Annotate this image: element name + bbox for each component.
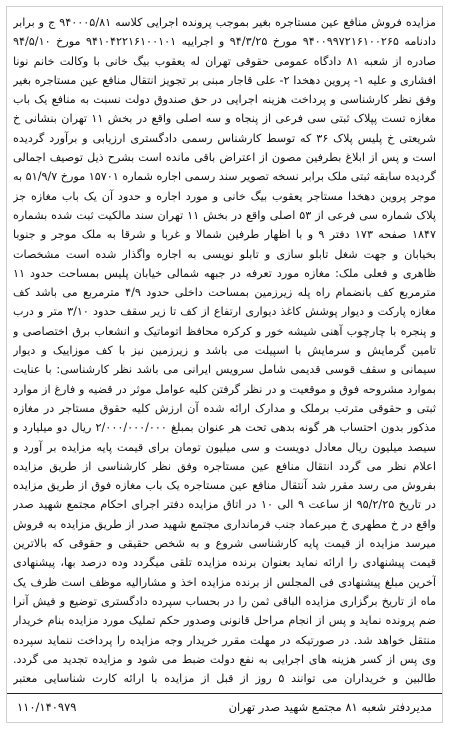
- issuing-office: مدیردفتر شعبه ۸۱ مجتمع شهید صدر تهران: [228, 700, 432, 714]
- notice-body: مزایده فروش منافع عین مستاجره بغیر بموجب پرونده اجرایی کلاسه ۹۴۰۰۰۵/۸۱ ج و برابر دادنامه ۹۴۰۰۹۹۷۲۱۶۱۰۰۲۶۵ مورخ ۹۴/۳/۲۵ و اجراییه ۹۴۱۰۴۲۲۱۶۱۰۰۱۰۱ مورخ ۹۴/۵/۱۰ صادره از شعبه ۸۱ دادگاه عمومی حقوقی تهران له یعقوب بیگ خانی با وکالت خانم نونا افشاری و علیه ۱- پروین دهخدا ۲- علی قاجار مبنی بر تجویز انتقال منافع عین مستاجره بغیر وفق نظر کارشناسی و پرداخت هزینه اجرایی در حق صندوق دولت نسبت به منافع یک باب مغازه تست پپلاک ثبتی سی فرعی از پنجاه و سه اصلی واقع در بخش ۱۱ تهران بنشانی خ شریعتی خ پلیس پلاک ۳۶ که توسط کارشناس رسمی دادگستری ارزیابی و برآورد گردیده است و پس از ابلاغ بطرفین مصون از اعتراض باقی مانده است بشرح ذیل توصیف اجمالی گردیده سابقه ثبتی ملک برابر نسخه تصویر سند رسمی اجاره شماره ۱۵۷۰۱ مورخ ۵۱/۹/۷ به موجر پروین دهخدا مستاجر یعقوب بیگ خانی و مورد اجاره و حدود آن یک باب مغازه جز پلاک شماره سی فرعی از ۵۳ اصلی واقع در بخش ۱۱ تهران سند مالکیت ثبت شده بشماره ۱۸۴۷ صفحه ۱۷۳ دفتر ۹ و با اظهار طرفین شمالا و غربا و شرقا به ملک موجر و جنوبا بخیابان و جهت شغل تابلو سازی و تابلو نویسی به اجاره واگذار شده است مشخصات ظاهری و فعلی ملک: مغازه مورد تعرفه در جبهه شمالی خیابان پلیس بمساحت حدود ۱۱ مترمربع کف بانضمام راه پله زیرزمین بمساحت داخلی حدود ۴/۹ مترمربع می باشد کف مغازه پارکت و دیوار پوشش کاغذ دیواری ارتفاع از کف تا زیر سقف حدود ۳/۱۰ متر و درب و پنجره با چارچوب آهنی شیشه خور و کرکره محافظ اتوماتیک و انشعاب برق اختصاصی و تامین گرمایش و سرمایش با اسپیلت می باشد و زیرزمین نیز با کف موزاییک و دیوار سیمانی و سقف قوسی قدیمی شامل سرویس ایرانی می باشد نظر کارشناسی: با عنایت بموارد مشروحه فوق و موقعیت و در نظر گرفتن کلیه عوامل موثر در قضیه و فارغ از موارد ثبتی و حقوقی مترتب برملک و مدارک ارائه شده آن ارزش کلیه حقوق مستاجر در مغازه مذکور بدون احتساب هر گونه بدهی تحت هر عنوان بمبلغ ۲/۰۰۰/۰۰۰/۰۰۰ ریال دو میلیارد و سیصد میلیون ریال معادل دویست و سی میلیون تومان برای قیمت پایه مزایده بر آورد و اعلام نظر می گردد انتقال منافع عین مستاجره وفق نظر کارشناسی از طریق مزایده بفروش می رسد مقرر شد آنتقال منافع عین مستاجره یک باب مغازه فوق از طریق مزایده در تاریخ ۹۵/۲/۲۵ از ساعت ۹ الی ۱۰ در اتاق مزایده دفتر اجرای احکام مجتمع شهید صدر واقع در خ مطهری خ میرعماد جنب فرمانداری مجتمع شهید صدر از طریق مزایده به فروش میرسد مزایده از قیمت پایه کارشناسی شروع و به شخص حقیقی و حقوقی که بالاترین قیمت پیشنهادی را ارائه نماید بعنوان برنده مزایده تلقی میگردد وده درصد بها، پیشنهادی آخرین مبلغ پیشنهادی فی المجلس از برنده مزایده اخذ و مشارالیه موظف است ظرف یک ماه از تاریخ برگزاری مزایده الباقی ثمن را در بحساب سپرده دادگستری توضیع و فیش آنرا ضم پرونده نماید و پس از انجام مراحل قانونی وصدور حکم تملیک مورد مزایده بنام خریدار منتقل خواهد شد. در صورتیکه در مهلت مقرر خریدار وجه مزایده را پرداخت ننماید سپرده وی پس از کسر هزینه های اجرایی به نفع دولت ضبط می شود و مزایده تجدید می گردد. طالبین و خریداران می توانند ۵ روز از قبل از مزایده با ارائه کارت شناسایی معتبر: [13, 16, 436, 686]
- notice-page: [6, 6, 443, 723]
- notice-footer: [7, 693, 442, 722]
- auction-notice-text: [13, 13, 436, 688]
- reference-code: ۱۱۰/۱۴۰۹۷۹: [17, 700, 77, 714]
